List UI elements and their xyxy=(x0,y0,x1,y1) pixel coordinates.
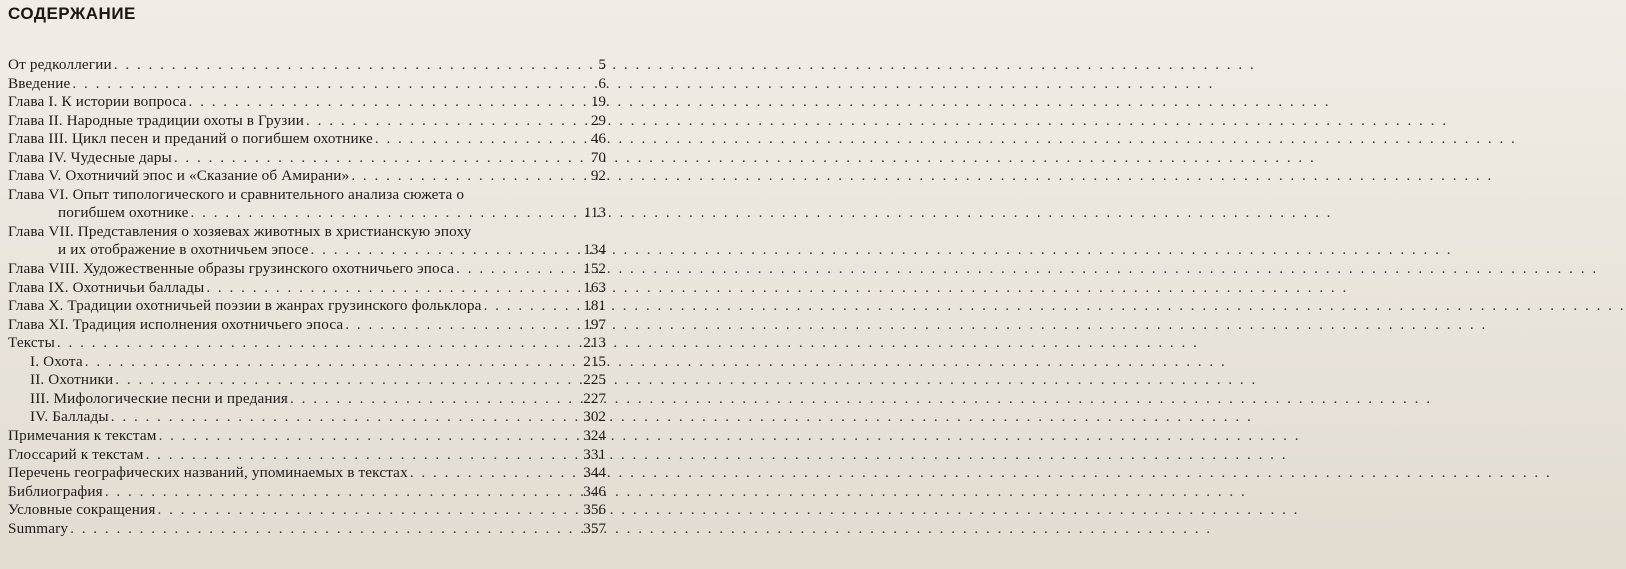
toc-entry xyxy=(0,315,606,333)
dot-leader xyxy=(72,75,596,92)
toc-entry-page: 197 xyxy=(583,315,606,333)
toc-entry-title: Глава X. Традиции охотничьей поэзии в жанрах грузинского фольклора xyxy=(8,297,482,315)
toc-entry xyxy=(0,260,606,278)
toc-entry xyxy=(0,519,606,537)
toc-entry-title: IV. Баллады xyxy=(30,408,109,426)
dot-leader xyxy=(306,112,589,129)
toc-entry-title: Глава IV. Чудесные дары xyxy=(8,148,172,166)
toc-entry-title: I. Охота xyxy=(30,352,83,370)
page-title: СОДЕРЖАНИЕ xyxy=(8,4,136,23)
toc-entry-page: 227 xyxy=(583,389,606,407)
toc-entry-title: Глоссарий к текстам xyxy=(8,445,144,463)
toc-entry-page: 163 xyxy=(583,278,606,296)
toc-entry-title: Условные сокращения xyxy=(8,501,156,519)
toc-entry-page: 5 xyxy=(598,56,606,73)
toc-entry-page: 344 xyxy=(583,464,606,482)
dot-leader xyxy=(484,297,582,314)
dot-leader xyxy=(375,130,589,147)
toc-entry-page: 346 xyxy=(583,482,606,500)
dot-leader xyxy=(311,241,582,258)
toc-entry xyxy=(0,501,606,519)
toc-entry-title: Глава VII. Представления о хозяевах животных в христианскую эпоху xyxy=(8,222,472,240)
toc-entry-title: Глава V. Охотничий эпос и «Сказание об Амирани» xyxy=(8,167,350,185)
dot-leader xyxy=(174,149,589,166)
toc-entry-page: 302 xyxy=(583,408,606,426)
toc-entry-title: Глава IX. Охотничьи баллады xyxy=(8,278,205,296)
toc-entry xyxy=(0,130,606,148)
toc-entry-page: 356 xyxy=(583,501,606,519)
toc-entry-page: 181 xyxy=(583,297,606,315)
toc-entry xyxy=(0,482,606,500)
toc-entry xyxy=(0,445,606,463)
dot-leader xyxy=(105,483,581,500)
dot-leader xyxy=(206,279,581,296)
toc-entry xyxy=(0,352,606,370)
toc-entry xyxy=(0,408,606,426)
toc-entry-page: 324 xyxy=(583,427,606,444)
toc-entry-page: 92 xyxy=(590,167,606,185)
toc-entry-page: 113 xyxy=(583,204,606,222)
dot-leader xyxy=(410,464,581,481)
toc-entry-title: Глава VIII. Художественные образы грузинского охотничьего эпоса xyxy=(8,260,455,278)
dot-leader xyxy=(159,427,582,444)
dot-leader xyxy=(146,446,582,463)
toc-entry-title: Перечень географических названий, упоминаемых в текстах xyxy=(8,464,408,482)
toc-entry-page: 70 xyxy=(590,148,606,166)
dot-leader xyxy=(57,334,581,351)
toc-entry-title: Summary xyxy=(8,519,69,537)
toc-entry xyxy=(0,371,606,389)
toc-entry-title: III. Мифологические песни и предания xyxy=(30,389,289,407)
toc-entry-page: 6 xyxy=(598,74,606,92)
toc-page xyxy=(0,0,606,569)
toc-entry xyxy=(0,297,606,315)
toc-entry-title: Библиография xyxy=(8,482,103,500)
toc-entry-page: 213 xyxy=(583,334,606,352)
toc-entry xyxy=(0,278,606,296)
toc-entry-title: Введение xyxy=(8,74,71,92)
toc-entry-title-continuation: погибшем охотнике xyxy=(58,204,189,222)
toc-entry-page: 134 xyxy=(583,241,606,259)
dot-leader xyxy=(351,167,589,184)
toc-entry-title-continuation: и их отображение в охотничьем эпосе xyxy=(58,241,309,259)
dot-leader xyxy=(290,390,581,407)
toc-entry xyxy=(0,56,606,73)
toc-entry xyxy=(0,185,606,222)
toc-entry-page: 29 xyxy=(590,111,606,129)
toc-entry-page: 19 xyxy=(590,93,606,111)
dot-leader xyxy=(70,520,581,537)
toc-entry xyxy=(0,222,606,259)
toc-entry-title: Тексты xyxy=(8,334,55,352)
dot-leader xyxy=(111,408,581,425)
toc-entry-page: 331 xyxy=(583,445,606,463)
toc-entry-page: 152 xyxy=(583,260,606,278)
toc-entry-title: Глава II. Народные традиции охоты в Грузии xyxy=(8,111,305,129)
toc-entry-page: 215 xyxy=(583,352,606,370)
toc-entry xyxy=(0,389,606,407)
dot-leader xyxy=(157,501,581,518)
toc-entry-title: Глава I. К истории вопроса xyxy=(8,93,187,111)
dot-leader xyxy=(345,316,581,333)
toc-entry-title: II. Охотники xyxy=(30,371,114,389)
toc-entry-title: Глава VI. Опыт типологического и сравнительного анализа сюжета о xyxy=(8,185,465,203)
toc-entry-title: От редколлегии xyxy=(8,56,112,73)
dot-leader xyxy=(456,260,581,277)
dot-leader xyxy=(85,353,581,370)
toc-entry-title: Примечания к текстам xyxy=(8,427,157,444)
dot-leader xyxy=(114,56,597,73)
toc-entry xyxy=(0,93,606,111)
toc-entry xyxy=(0,111,606,129)
toc-entry xyxy=(0,427,606,444)
toc-entry xyxy=(0,464,606,482)
toc-entry xyxy=(0,167,606,185)
toc-entry xyxy=(0,148,606,166)
dot-leader xyxy=(189,93,589,110)
dot-leader xyxy=(190,204,581,221)
toc-entry-title: Глава III. Цикл песен и преданий о погибшем охотнике xyxy=(8,130,373,148)
toc-entry xyxy=(0,74,606,92)
toc-entry xyxy=(0,334,606,352)
toc-entry-title: Глава XI. Традиция исполнения охотничьего эпоса xyxy=(8,315,344,333)
dot-leader xyxy=(115,371,581,388)
toc-entry-page: 46 xyxy=(590,130,606,148)
toc-entry-page: 357 xyxy=(583,519,606,537)
toc-entry-page: 225 xyxy=(583,371,606,389)
